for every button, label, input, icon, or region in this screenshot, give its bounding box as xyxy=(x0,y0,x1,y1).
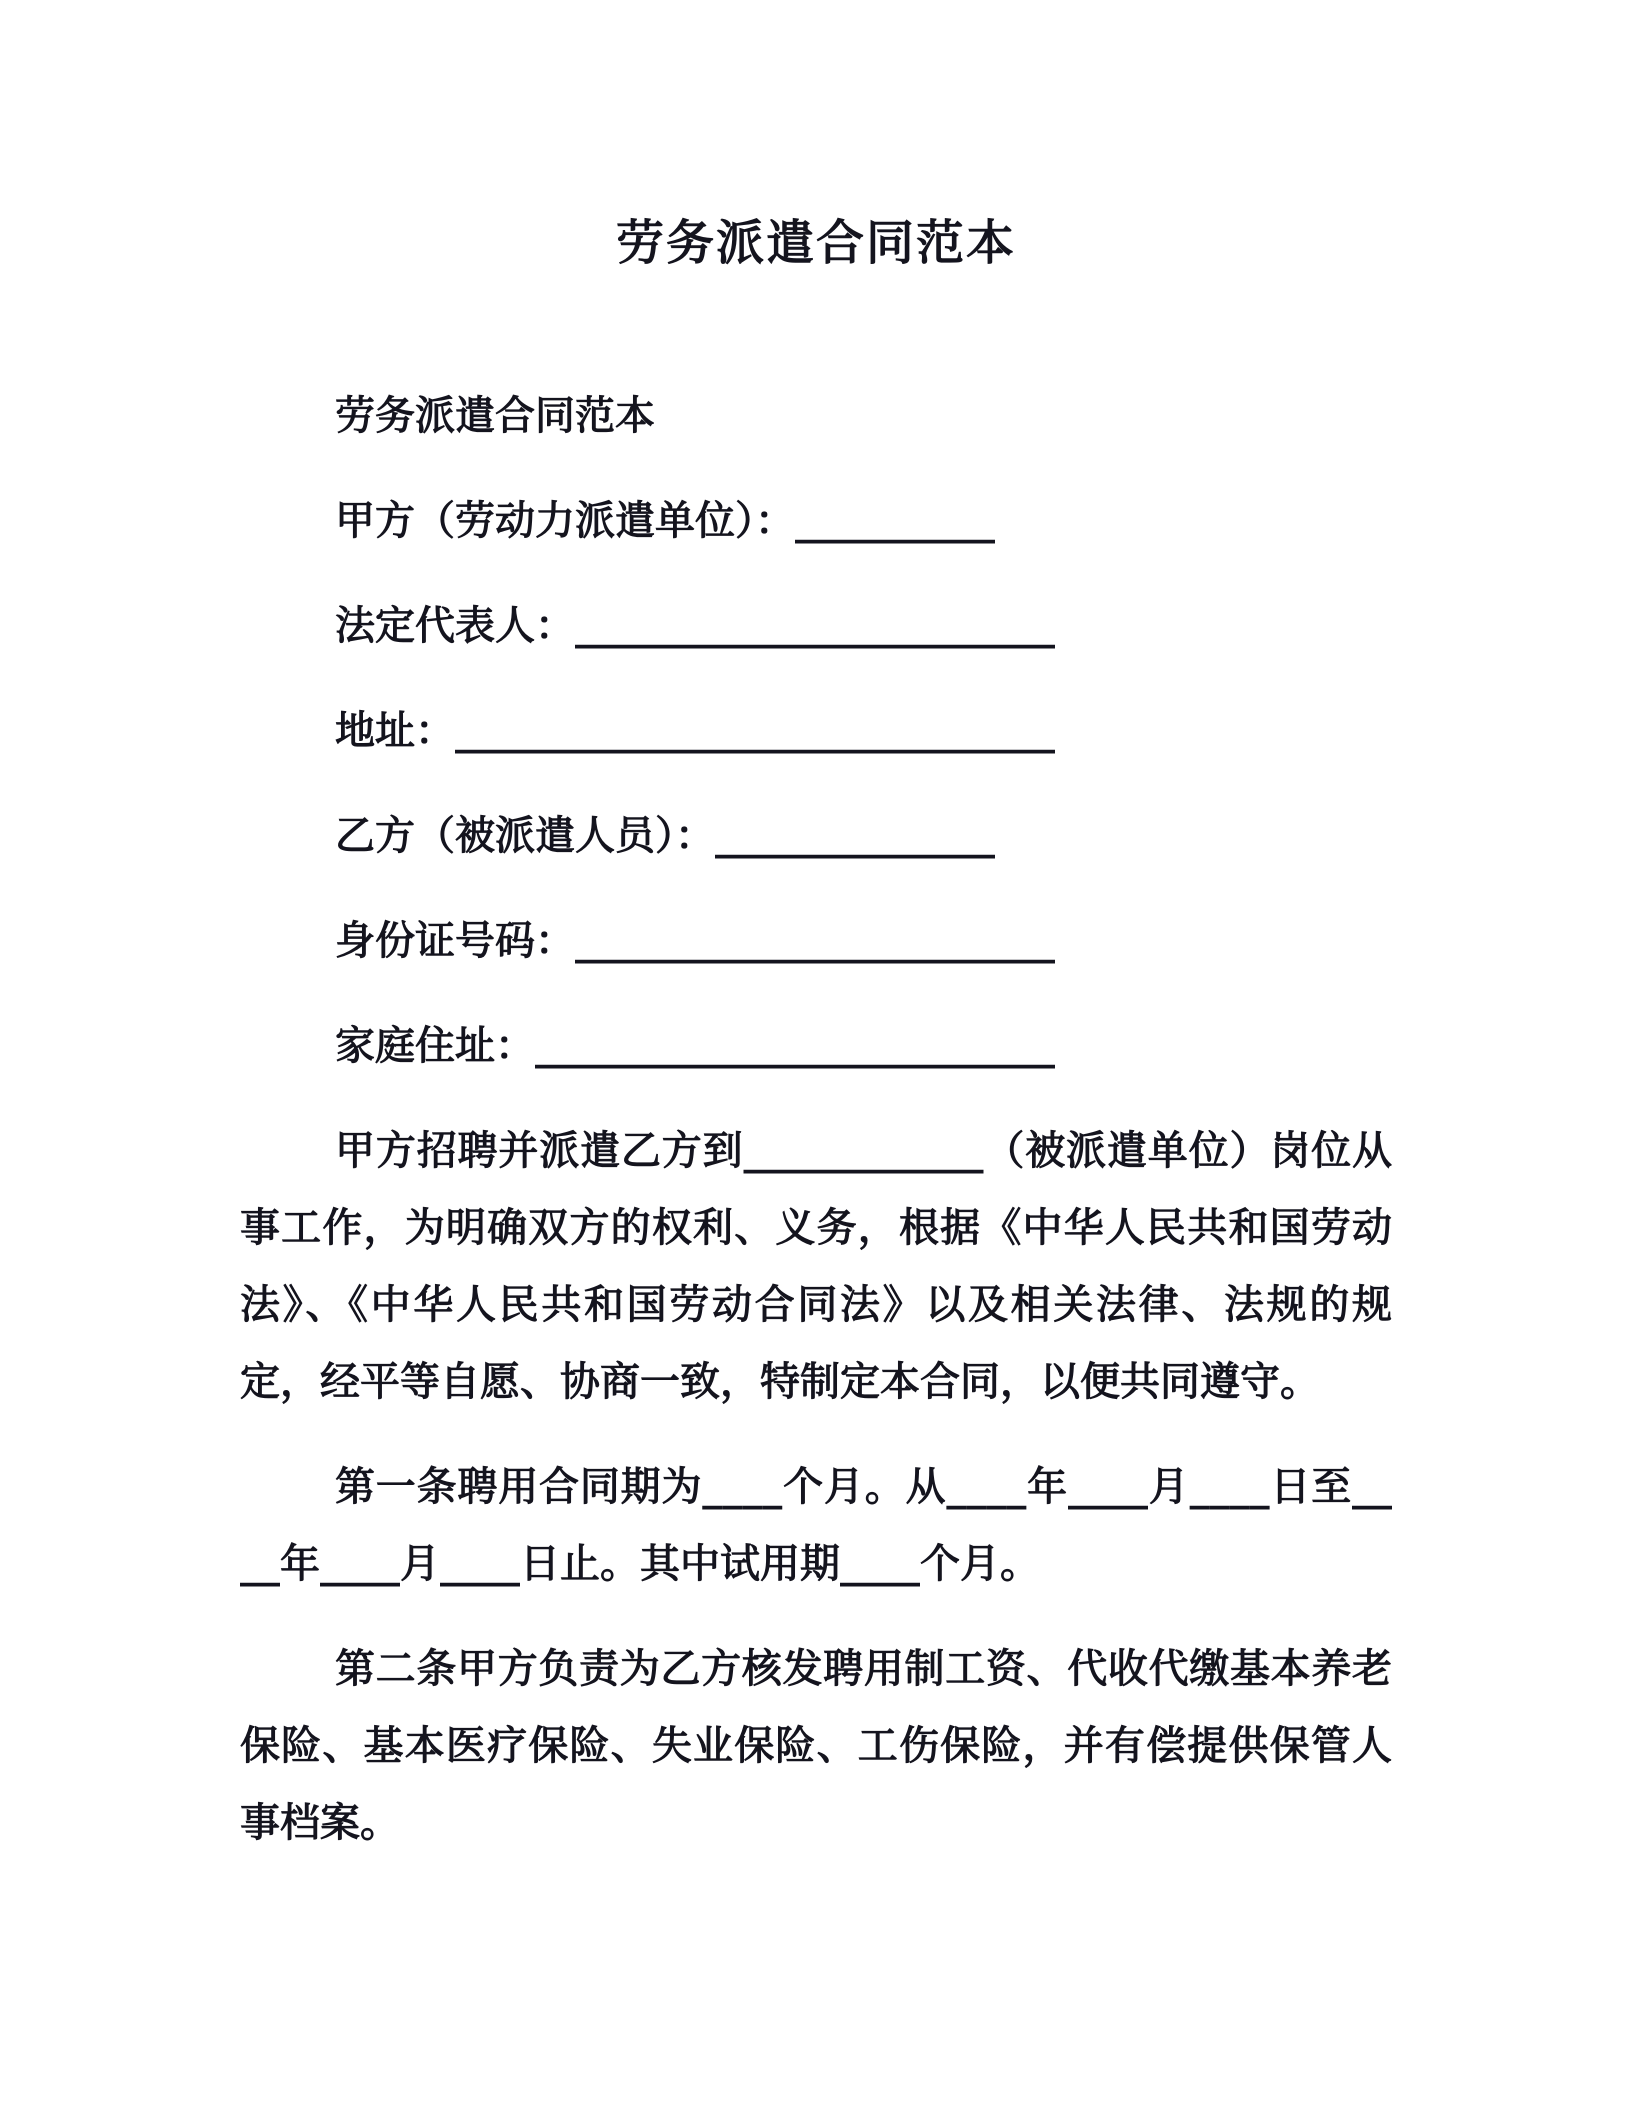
address-blank-line: 地址：______________________________ xyxy=(335,708,1055,754)
legal-representative-blank-line: 法定代表人：________________________ xyxy=(335,603,1055,649)
id-number-blank-line: 身份证号码：________________________ xyxy=(335,918,1055,964)
party-a-blank-line: 甲方（劳动力派遣单位）：__________ xyxy=(335,498,995,544)
clause-2-paragraph: 第二条甲方负责为乙方核发聘用制工资、代收代缴基本养老保险、基本医疗保险、失业保险、工伤保险，并有偿提供保管人事档案。 xyxy=(240,1646,1392,1846)
clause-1-paragraph: 第一条聘用合同期为____个月。从____年____月____日至____年____月____日止。其中试用期____个月。 xyxy=(240,1464,1392,1587)
subtitle-line: 劳务派遣合同范本 xyxy=(335,393,655,439)
party-b-blank-line: 乙方（被派遣人员）：______________ xyxy=(335,813,995,859)
intro-paragraph: 甲方招聘并派遣乙方到____________（被派遣单位）岗位从事工作，为明确双方的权利、义务，根据《中华人民共和国劳动法》、《中华人民共和国劳动合同法》以及相关法律、法规的规定，经平等自愿、协商一致，特制定本合同，以便共同遵守。 xyxy=(240,1128,1392,1405)
document-title: 劳务派遣合同范本 xyxy=(615,215,1016,271)
home-address-blank-line: 家庭住址：__________________________ xyxy=(335,1023,1055,1069)
document-body xyxy=(240,378,1392,1862)
